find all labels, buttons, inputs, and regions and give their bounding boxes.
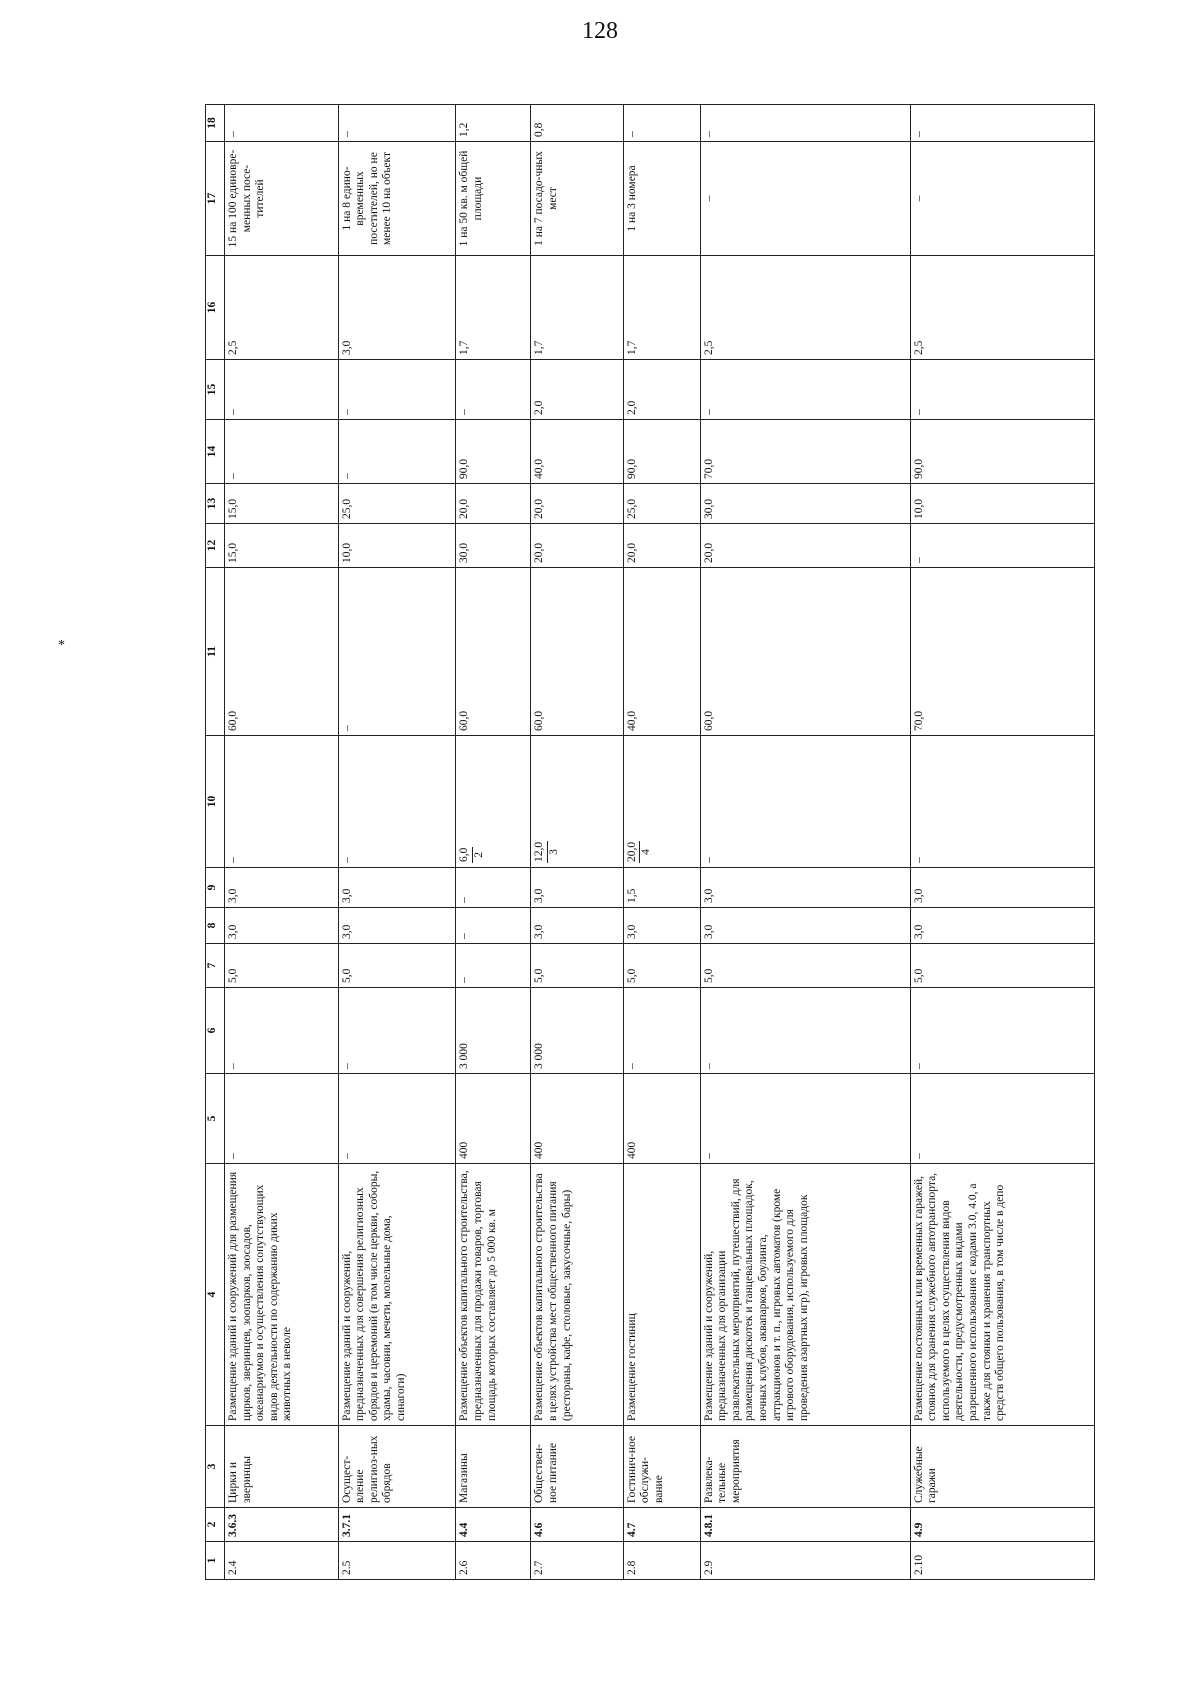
col-header-5: 5 — [206, 1074, 225, 1164]
fraction-value — [626, 841, 654, 863]
cell-col18: – — [700, 105, 910, 142]
col-header-1: 1 — [206, 1542, 225, 1580]
cell-col18: – — [910, 105, 1094, 142]
cell-col15: – — [338, 360, 456, 420]
cell-col14: 90,0 — [910, 420, 1094, 484]
cell-col9: 1,5 — [623, 868, 700, 908]
use-name: Развлека-тельные мероприятия — [700, 1426, 910, 1508]
use-name: Обществен-ное питание — [531, 1426, 623, 1508]
cell-col18: – — [338, 105, 456, 142]
cell-col7: 5,0 — [700, 944, 910, 988]
cell-col5: – — [225, 1074, 339, 1164]
use-code: 4.4 — [456, 1508, 531, 1542]
cell-col15: 2,0 — [623, 360, 700, 420]
use-description: Размещение гостиниц — [623, 1164, 700, 1426]
row-number: 2.8 — [623, 1542, 700, 1580]
cell-col13: 20,0 — [456, 484, 531, 524]
col-header-10: 10 — [206, 736, 225, 868]
cell-col18: – — [225, 105, 339, 142]
cell-col5: 400 — [623, 1074, 700, 1164]
col-header-12: 12 — [206, 524, 225, 568]
cell-col5: 400 — [456, 1074, 531, 1164]
fraction-value — [458, 847, 486, 863]
use-name: Гостинич-ное обслужи-вание — [623, 1426, 700, 1508]
use-description: Размещение постоянных или временных гаражей, стоянок для хранения служебного автотранспорта, используемого в целях осуществления видов деятельности, предусмотренных видами разрешенного использования с кодами 3.0, 4.0, а также для стоянки и хранения транспортных средств общего пользования, в том числе в депо — [910, 1164, 1094, 1426]
cell-col11: 60,0 — [225, 568, 339, 736]
col-header-9: 9 — [206, 868, 225, 908]
cell-col7: 5,0 — [338, 944, 456, 988]
table-row — [700, 105, 910, 1580]
cell-col17: – — [700, 142, 910, 256]
cell-col14: 90,0 — [456, 420, 531, 484]
cell-col6: – — [338, 988, 456, 1074]
cell-col17: 1 на 8 едино-временных посетителей, но не менее 10 на объект — [338, 142, 456, 256]
page-number: 128 — [582, 18, 618, 44]
use-code: 4.6 — [531, 1508, 623, 1542]
cell-col7: 5,0 — [531, 944, 623, 988]
fraction-numerator: 20,0 — [626, 841, 641, 863]
row-number: 2.9 — [700, 1542, 910, 1580]
cell-col14: 70,0 — [700, 420, 910, 484]
cell-col11: 60,0 — [531, 568, 623, 736]
cell-col16: 2,5 — [910, 256, 1094, 360]
cell-col9: – — [456, 868, 531, 908]
col-header-13: 13 — [206, 484, 225, 524]
use-description: Размещение зданий и сооружений для размещения цирков, зверинцев, зоопарков, зоосадов, океанариумов и осуществления сопутствующих видов деятельности по содержанию диких животных в неволе — [225, 1164, 339, 1426]
table-row — [623, 105, 700, 1580]
col-header-16: 16 — [206, 256, 225, 360]
cell-col13: 30,0 — [700, 484, 910, 524]
cell-col8: 3,0 — [700, 908, 910, 944]
col-header-15: 15 — [206, 360, 225, 420]
row-number: 2.4 — [225, 1542, 339, 1580]
fraction-denominator: 2 — [472, 851, 485, 858]
use-name: Осущест-вление религиоз-ных обрядов — [338, 1426, 456, 1508]
cell-col15: – — [456, 360, 531, 420]
cell-col16: 2,5 — [700, 256, 910, 360]
cell-col18: 1,2 — [456, 105, 531, 142]
use-code: 4.9 — [910, 1508, 1094, 1542]
cell-col6: – — [225, 988, 339, 1074]
use-description: Размещение зданий и сооружений, предназначенных для совершения религиозных обрядов и церемоний (в том числе церкви, соборы, храмы, часовни, мечети, молельные дома, синагоги) — [338, 1164, 456, 1426]
table-row — [456, 105, 531, 1580]
use-code: 3.7.1 — [338, 1508, 456, 1542]
cell-col9: 3,0 — [225, 868, 339, 908]
cell-col8: 3,0 — [623, 908, 700, 944]
cell-col11: 70,0 — [910, 568, 1094, 736]
cell-col15: – — [225, 360, 339, 420]
cell-col15: 2,0 — [531, 360, 623, 420]
cell-col13: 25,0 — [623, 484, 700, 524]
table-row — [338, 105, 456, 1580]
use-description: Размещение зданий и сооружений, предназначенных для организации развлекательных мероприятий, путешествий, для размещения дискотек и танцевальных площадок, ночных клубов, аквапарков, боулинга, аттракционов и т. п., игровых автоматов (кроме игрового оборудования, используемого для проведения азартных игр), игровых площадок — [700, 1164, 910, 1426]
cell-col13: 10,0 — [910, 484, 1094, 524]
table-row — [225, 105, 339, 1580]
cell-col13: 15,0 — [225, 484, 339, 524]
cell-col9: 3,0 — [338, 868, 456, 908]
cell-col10 — [456, 736, 531, 868]
use-name: Цирки и зверинцы — [225, 1426, 339, 1508]
cell-col18: – — [623, 105, 700, 142]
header-row — [206, 105, 225, 1580]
use-description: Размещение объектов капитального строительства в целях устройства мест общественного питания (рестораны, кафе, столовые, закусочные, бары) — [531, 1164, 623, 1426]
use-name: Служебные гаражи — [910, 1426, 1094, 1508]
col-header-18: 18 — [206, 105, 225, 142]
cell-col11: 40,0 — [623, 568, 700, 736]
cell-col17: 1 на 7 посадо-чных мест — [531, 142, 623, 256]
cell-col12: 10,0 — [338, 524, 456, 568]
cell-col6: 3 000 — [531, 988, 623, 1074]
cell-col5: – — [700, 1074, 910, 1164]
table-row — [910, 105, 1094, 1580]
cell-col14: – — [338, 420, 456, 484]
cell-col8: 3,0 — [338, 908, 456, 944]
col-header-14: 14 — [206, 420, 225, 484]
use-description: Размещение объектов капитального строительства, предназначенных для продажи товаров, торговая площадь которых составляет до 5 000 кв. м — [456, 1164, 531, 1426]
fraction-denominator: 3 — [547, 849, 560, 855]
cell-col18: 0,8 — [531, 105, 623, 142]
fraction-numerator: 6,0 — [458, 847, 473, 863]
cell-col17: – — [910, 142, 1094, 256]
cell-col6: – — [910, 988, 1094, 1074]
cell-col6: 3 000 — [456, 988, 531, 1074]
cell-col11: – — [338, 568, 456, 736]
col-header-7: 7 — [206, 944, 225, 988]
col-header-11: 11 — [206, 568, 225, 736]
use-name: Магазины — [456, 1426, 531, 1508]
stray-mark: * — [58, 638, 65, 653]
cell-col10: – — [700, 736, 910, 868]
cell-col5: 400 — [531, 1074, 623, 1164]
cell-col9: 3,0 — [910, 868, 1094, 908]
col-header-4: 4 — [206, 1164, 225, 1426]
cell-col12: 20,0 — [531, 524, 623, 568]
cell-col16: 3,0 — [338, 256, 456, 360]
fraction-numerator: 12,0 — [533, 841, 548, 863]
fraction-value — [533, 841, 561, 863]
use-code: 4.7 — [623, 1508, 700, 1542]
cell-col6: – — [700, 988, 910, 1074]
cell-col12: 30,0 — [456, 524, 531, 568]
cell-col7: 5,0 — [225, 944, 339, 988]
cell-col10 — [531, 736, 623, 868]
cell-col10: – — [338, 736, 456, 868]
col-header-3: 3 — [206, 1426, 225, 1508]
cell-col8: 3,0 — [531, 908, 623, 944]
cell-col14: – — [225, 420, 339, 484]
cell-col14: 40,0 — [531, 420, 623, 484]
cell-col8: – — [456, 908, 531, 944]
cell-col9: 3,0 — [531, 868, 623, 908]
col-header-8: 8 — [206, 908, 225, 944]
cell-col12: 20,0 — [700, 524, 910, 568]
cell-col14: 90,0 — [623, 420, 700, 484]
cell-col16: 2,5 — [225, 256, 339, 360]
cell-col8: 3,0 — [910, 908, 1094, 944]
cell-col16: 1,7 — [456, 256, 531, 360]
cell-col15: – — [910, 360, 1094, 420]
cell-col16: 1,7 — [531, 256, 623, 360]
cell-col15: – — [700, 360, 910, 420]
cell-col16: 1,7 — [623, 256, 700, 360]
col-header-6: 6 — [206, 988, 225, 1074]
cell-col7: 5,0 — [910, 944, 1094, 988]
row-number: 2.10 — [910, 1542, 1094, 1580]
cell-col11: 60,0 — [700, 568, 910, 736]
cell-col12: – — [910, 524, 1094, 568]
cell-col10: – — [225, 736, 339, 868]
rotated-table-container — [205, 105, 1095, 1580]
cell-col7: 5,0 — [623, 944, 700, 988]
land-use-table — [205, 104, 1095, 1580]
cell-col11: 60,0 — [456, 568, 531, 736]
use-code: 4.8.1 — [700, 1508, 910, 1542]
table-row — [531, 105, 623, 1580]
cell-col17: 1 на 50 кв. м общей площади — [456, 142, 531, 256]
cell-col5: – — [338, 1074, 456, 1164]
fraction-denominator: 4 — [640, 849, 653, 855]
row-number: 2.7 — [531, 1542, 623, 1580]
cell-col13: 20,0 — [531, 484, 623, 524]
cell-col10: – — [910, 736, 1094, 868]
cell-col8: 3,0 — [225, 908, 339, 944]
col-header-2: 2 — [206, 1508, 225, 1542]
use-code: 3.6.3 — [225, 1508, 339, 1542]
cell-col12: 15,0 — [225, 524, 339, 568]
cell-col17: 15 на 100 единовре-менных посе-тителей — [225, 142, 339, 256]
cell-col6: – — [623, 988, 700, 1074]
cell-col17: 1 на 3 номера — [623, 142, 700, 256]
cell-col9: 3,0 — [700, 868, 910, 908]
row-number: 2.5 — [338, 1542, 456, 1580]
cell-col10 — [623, 736, 700, 868]
cell-col12: 20,0 — [623, 524, 700, 568]
col-header-17: 17 — [206, 142, 225, 256]
cell-col5: – — [910, 1074, 1094, 1164]
row-number: 2.6 — [456, 1542, 531, 1580]
cell-col13: 25,0 — [338, 484, 456, 524]
cell-col7: – — [456, 944, 531, 988]
